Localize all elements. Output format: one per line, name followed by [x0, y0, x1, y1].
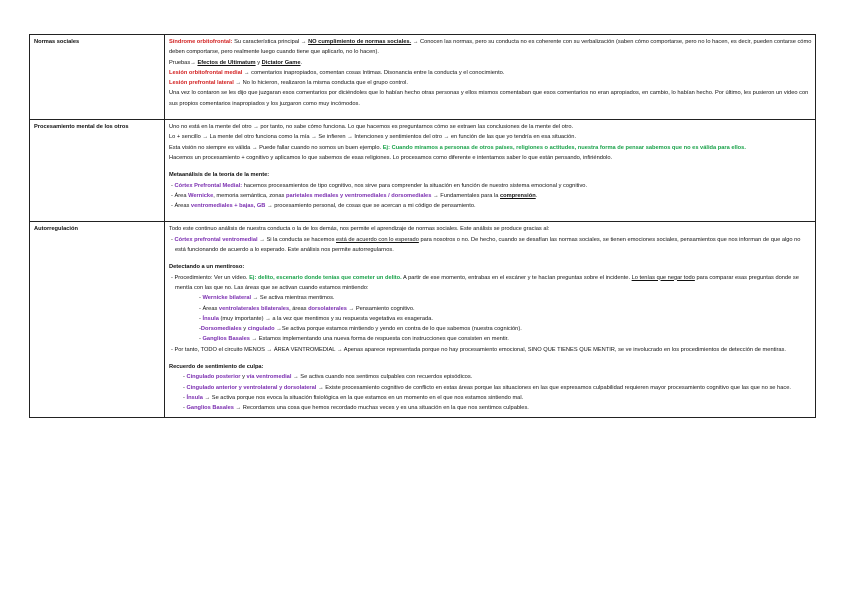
text-purple: Wernicke bilateral: [202, 295, 252, 302]
text-purple: vía ventromedial: [246, 374, 292, 381]
text-run: - Áreas: [171, 203, 191, 210]
list-item: [169, 181, 812, 191]
list-item: [169, 324, 812, 334]
text-green: Ej: Cuando miramos a personas de otros países, religiones o actitudes, nuestra forma de pensar sabemos que no es válida para ellos.: [382, 144, 746, 151]
text-purple: Ínsula: [186, 394, 203, 401]
text-run: → Pensamiento cognitivo.: [346, 305, 415, 312]
text-run: - Por tanto, TODO el circuito MENOS → ÁREA VENTROMEDIAL → Apenas aparece representada porque no hay procesamiento emocional, SINO QUE TIENES QUE MENTIR, se ve involucrado en los procedimientos de detección de mentiras.: [171, 346, 786, 353]
text-run: → Se activa cuando nos sentimos culpables con recuerdos episódicos.: [291, 374, 473, 381]
text-purple: ventrolaterales bilaterales: [218, 305, 290, 312]
text-run: hacemos procesamientos de tipo cognitivo, nos sirve para comprender la situación en función de nuestro sistema emocional y cognitivo.: [242, 182, 588, 189]
text-purple: Wernicke: [188, 192, 214, 199]
list-item: [169, 304, 812, 314]
text-green: Ej: delito, escenario donde tenías que cometer un delito.: [249, 274, 402, 281]
list-item: [169, 403, 812, 413]
text-run: - Área: [171, 192, 189, 199]
paragraph-gap: [169, 355, 812, 362]
row-content: [165, 222, 816, 417]
text-purple: Córtex Prefrontal Medial:: [174, 182, 243, 189]
table-row: [30, 222, 816, 417]
list-item: [169, 334, 812, 344]
paragraph: [169, 132, 812, 142]
text-run: → Existe procesamiento cognitivo de conflicto en estas áreas porque las situaciones en las que expresamos culpabilidad requieren mayor procesamiento cognitivo que las que no se hace.: [316, 384, 791, 391]
table-row: [30, 35, 816, 120]
paragraph: [169, 362, 812, 372]
text-purple: Ganglios Basales: [202, 336, 250, 343]
text-run: -: [171, 182, 175, 189]
text-run: -: [199, 336, 203, 343]
paragraph: [169, 37, 812, 58]
text-run: -: [171, 236, 175, 243]
text-purple: cingulado: [247, 326, 275, 333]
text-run: Uno no está en la mente del otro → por tanto, no sabe cómo funciona. Lo que hacemos es preguntarnos cómo se extraen las conclusiones de la mente del otro.: [169, 124, 574, 131]
text-run: -: [199, 295, 203, 302]
text-run: , memoria semántica, zonas: [213, 192, 286, 199]
text-purple: Córtex prefrontal ventromedial: [174, 236, 258, 243]
text-run: Esta visión no siempre es válida → Puede fallar cuando no somos un buen ejemplo.: [169, 144, 383, 151]
text-run: -: [199, 326, 201, 333]
text-red: Lesión prefrontal lateral: [169, 80, 234, 87]
list-item: [169, 293, 812, 303]
text-run: , áreas: [289, 305, 309, 312]
paragraph: [169, 170, 812, 180]
text-run: →Se activa porque estamos mintiendo y yendo en contra de lo que sabemos (nuestra cognición).: [274, 326, 522, 333]
text-run: → Se activa porque nos evoca la situación fisiológica en la que estamos en un momento en el que nos estamos sintiendo mal.: [202, 394, 524, 401]
text-bu: NO cumplimiento de normas sociales.: [308, 39, 412, 45]
text-purple: Ganglios Basales: [186, 405, 234, 412]
text-run: → No lo hicieron, realizaron la misma conducta que el grupo control.: [233, 80, 408, 87]
paragraph: [169, 143, 812, 153]
paragraph: [169, 262, 812, 272]
row-content: [165, 120, 816, 222]
text-purple: Cingulado posterior: [186, 374, 241, 381]
list-item: [169, 314, 812, 324]
text-run: → Fundamentales para la: [431, 192, 500, 199]
paragraph-gap: [169, 163, 812, 170]
text-run: Una vez lo contaron se les dijo que juzgaran esos comentarios por diciéndoles que lo habían hecho otras personas y ellos mismos comentaban que esos comentarios no eran apropiados, en cambio, lo habían hecho. Por último, les pusieron un video con sus propios comentarios inapropiados y los juzgaron como muy incómodos.: [169, 90, 809, 107]
text-run: A partir de ese momento, entrabas en el escáner y te hacían preguntas sobre el incidente.: [401, 274, 632, 281]
notes-table-body: [30, 35, 816, 418]
text-run: -: [183, 394, 187, 401]
list-item: [169, 345, 812, 355]
text-run: -: [183, 405, 187, 412]
text-purple: parietales mediales y ventromediales / dorsomediales: [285, 192, 432, 199]
text-bu: comprensión: [500, 192, 536, 199]
text-run: - Procedimiento: Ver un vídeo.: [171, 274, 250, 281]
table-row: [30, 120, 816, 222]
list-item: [169, 393, 812, 403]
text-bu: Efectos de Ultimatum: [197, 59, 256, 66]
paragraph: [169, 68, 812, 78]
text-b: Metaanálisis de la teoría de la mente:: [169, 172, 270, 179]
text-run: → procesamiento personal, de cosas que se acercan a mi código de pensamiento.: [265, 203, 476, 210]
text-run: → Si la conducta se hacemos: [257, 236, 337, 243]
text-purple: dorsolaterales: [308, 305, 347, 312]
paragraph: [169, 78, 812, 88]
paragraph-gap: [169, 109, 812, 116]
notes-table: [29, 34, 816, 418]
text-red: Lesión orbitofrontal medial: [169, 69, 243, 76]
text-run: Hacemos un procesamiento + cognitivo y aplicamos lo que sabemos de esas religiones. Lo procesamos como diferente e intentamos saber lo que están pensando, infiriéndolo.: [169, 154, 613, 161]
text-purple: Cingulado anterior y ventrolateral y dorsolateral: [186, 384, 317, 391]
paragraph: [169, 58, 812, 68]
text-run: y: [241, 326, 248, 333]
text-run: .: [300, 59, 303, 66]
list-item: [169, 235, 812, 256]
paragraph: [169, 224, 812, 234]
text-purple: Ínsula: [202, 315, 219, 322]
text-run: -: [199, 315, 203, 322]
text-u: Lo tenías que negar todo: [631, 274, 695, 281]
text-u: está de acuerdo con lo esperado: [336, 236, 419, 243]
paragraph: [169, 88, 812, 109]
paragraph-gap: [169, 255, 812, 262]
text-run: .: [535, 192, 538, 199]
text-run: → Conocen las normas, pero su conducta no es coherente con su verbalización (saben cómo comportarse, pero no lo hacen, es decir, pueden contarse cómo deben comportarse, pero realmente luego cuando tiene que aplicarlo, no lo hacen).: [169, 39, 812, 56]
list-item: [169, 273, 812, 294]
text-run: (muy importante) → a la vez que mentimos y su respuesta vegetativa es exagerada.: [218, 315, 433, 322]
row-topic: Procesamiento mental de los otros: [30, 120, 165, 222]
text-run: para nosotros o no. De hecho, cuando se desafían las normas sociales, se tienen emociones sociales, pensamientos que nos informan de que algo no está funcionando de acuerdo a lo esperado. Este análisis nos permite autorregularnos.: [175, 236, 801, 254]
text-run: Todo este continuo análisis de nuestra conducta o la de los demás, nos permite el aprendizaje de normas sociales. Este análisis se produce gracias al:: [169, 226, 550, 233]
text-b: Recuerdo de sentimiento de culpa:: [169, 364, 264, 371]
text-run: -: [183, 384, 187, 391]
text-run: y: [240, 374, 247, 381]
text-run: → Recordamos una cosa que hemos recordado muchas veces y es una situación en la que nos sentimos culpables.: [233, 405, 529, 412]
text-run: → Estamos implementando una nueva forma de respuesta con instrucciones que consisten en mentir.: [249, 336, 509, 343]
text-run: Su característica principal →: [232, 39, 309, 45]
text-bu: Dictator Game: [261, 59, 301, 66]
paragraph: [169, 153, 812, 163]
text-run: para comparar esas preguntas donde se mentía con las que no. Las áreas que se activan cuando estamos mintiendo:: [175, 274, 799, 291]
text-run: Pruebas→: [169, 59, 198, 66]
text-run: → Se activa mientras mentimos.: [251, 295, 335, 302]
text-run: y: [255, 59, 262, 66]
row-topic: Autorregulación: [30, 222, 165, 417]
text-purple: Dorsomediales: [200, 326, 242, 333]
list-item: [169, 372, 812, 382]
text-run: → comentarios inapropiados, comentan cosas íntimas. Disonancia entre la conducta y el conocimiento.: [242, 69, 505, 76]
text-purple: ventromediales + bajas, GB: [190, 203, 266, 210]
text-run: - Áreas: [199, 305, 219, 312]
text-b: Detectando a un mentiroso:: [169, 264, 245, 271]
paragraph: [169, 122, 812, 132]
list-item: [169, 201, 812, 211]
paragraph-gap: [169, 211, 812, 218]
text-run: Lo + sencillo → La mente del otro funciona como la mía → Se infieren → Intenciones y sentimientos del otro → en función de las que yo tendría en esa situación.: [169, 134, 577, 141]
text-run: -: [183, 374, 187, 381]
list-item: [169, 191, 812, 201]
row-content: [165, 35, 816, 120]
text-red: Síndrome orbitofrontal:: [169, 39, 233, 45]
list-item: [169, 383, 812, 393]
row-topic: Normas sociales: [30, 35, 165, 120]
